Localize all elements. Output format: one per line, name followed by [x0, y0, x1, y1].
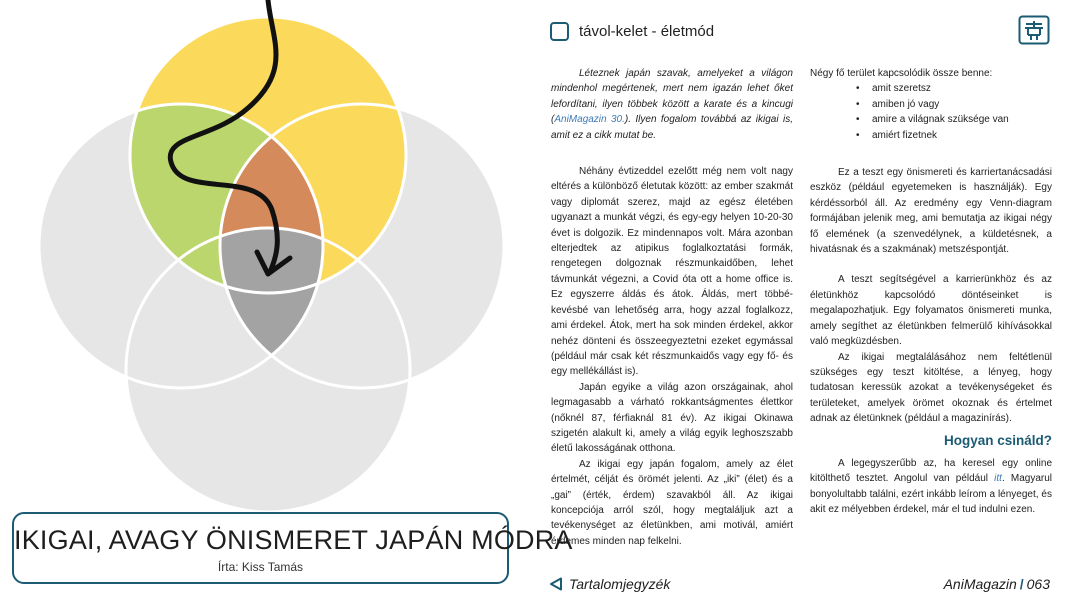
paragraph-3: Az ikigai egy japán fogalom, amely az élet értelmét, célját és örömét jelenti. Az „iki” (élet) és a „gai” (érték, érdem) szavakból áll. Az ikigai koncepciója arról szól, hogy megtaláljuk azt a tevékenységet az életünkben, ami motivál, amiért érdemes minden nap felkelni. [551, 458, 793, 547]
list-item: • amiben jó vagy [810, 97, 1052, 112]
intro-text-part2: ). Ilyen fogalom továbbá az ikigai is, amit ez a cikk mutat be. [551, 114, 793, 141]
paragraph-2: Japán egyike a világ azon országainak, ahol legmagasabb a várható rokkantságmentes élettkor (nőknél 87, férfiaknál 81 év). Az ikigai Okinawa szigetén alakult ki, amely a világ egyik leghoszszabb életű lakosságának otthona. [551, 381, 793, 455]
p7-text-part2: . Magyarul bonyolultabb találni, ezért inkább leírom a lényeget, és akit ez mélyebben érdekel, már el tud indulni ezen. [810, 473, 1053, 516]
subheading: Hogyan csináld? [943, 432, 1052, 448]
list-item: • amire a világnak szüksége van [810, 112, 1052, 127]
test-link[interactable]: itt [994, 473, 1002, 485]
paragraph-7 [810, 456, 1052, 518]
intro-paragraph [551, 66, 793, 143]
page-footer [944, 576, 1050, 592]
left-text-column [551, 66, 793, 549]
footer-separator: / [1019, 576, 1024, 592]
intro-text-part1: Léteznek japán szavak, amelyeket a világon mindenhol megértenek, mert nem igazán lehet őket lefordítani, ilyen többek között a karate és a kincugi ( [551, 68, 793, 126]
right-text-column [810, 66, 1052, 518]
section-header [550, 19, 714, 43]
list-item: • amiért fizetnek [810, 128, 1052, 143]
section-title: távol-kelet - életmód [579, 22, 715, 40]
page-number: 063 [1026, 576, 1050, 592]
list-intro: Négy fő terület kapcsolódik össze benne: [810, 68, 993, 79]
article-title: IKIGAI, AVAGY ÖNISMERET JAPÁN MÓDRA [14, 525, 573, 555]
bullet-list [810, 81, 1052, 143]
article-byline: Írta: Kiss Tamás [217, 560, 304, 574]
toc-label: Tartalomjegyzék [569, 576, 671, 592]
p7-text-part1: A legegyszerűbb az, ha keresel egy online kitölthető tesztet. Angolul van például [810, 457, 1052, 485]
article-title-box [12, 512, 573, 584]
paragraph-4: Ez a teszt egy önismereti és karriertanácsadási eszköz (például egyetemeken is használják). Egy kérdéssorból áll. Az eredmény egy Venn-diagram formájában jelenik meg, ami bemutatja az ikigai négy fő elemének (a szenvedélynek, a küldetésnek, a hivatásnak és a szakmának) metszéspontját. [810, 167, 1052, 256]
list-item: • amit szeretsz [810, 81, 1052, 96]
animagazin-30-link[interactable]: AniMagazin 30. [554, 114, 625, 126]
toc-link[interactable] [549, 576, 670, 592]
back-arrow-icon [549, 577, 563, 591]
animagazin-logo-icon [1018, 15, 1050, 45]
paragraph-6: Az ikigai megtalálásához nem feltétlenül szükséges egy teszt kitöltése, a lényeg, hogy tudatosan keressük azokat a tevékenységeket és területeket, amelyek örömet okoznak és értelmet adnak az életünknek (például a magazinírás). [810, 351, 1052, 425]
magazine-name: AniMagazin [943, 576, 1017, 592]
paragraph-1: Néhány évtizeddel ezelőtt még nem volt nagy eltérés a különböző életutak között: az ember szakmát vagy diplomát szerez, majd az egész életében ugyanazt a munkát végzi, és egy-egy helyen 10-20-30 évet is dolgozik. Ez mindennapos volt. Mára azonban elterjedtek az atipikus foglalkoztatási formák, rengetegen dolgoznak részmunkaidőben, lehet távmunkát végezni, a Covid óta ott a home office is. Ez egyszerre áldás és átok. Áldás, mert többé-kevésbé van lehetőség arra, hogy azzal foglalkozz, ami érdekel. Átok, mert ha sok minden érdekel, akkor nehéz dönteni és összeegyeztetni ezeket egymással (például már csak két részmunkaidős vagy egy fő- és egy mellékállást is). [551, 166, 793, 378]
section-square-icon [550, 22, 569, 41]
paragraph-5: A teszt segítségével a karrierünkhöz és az életünkhöz kapcsolódó döntéseinket is megalapozhatjuk. Egy folyamatos önismereti munka, amely segíthet az életünkben felmerülő kihívásokkal való megküzdésben. [810, 274, 1052, 348]
